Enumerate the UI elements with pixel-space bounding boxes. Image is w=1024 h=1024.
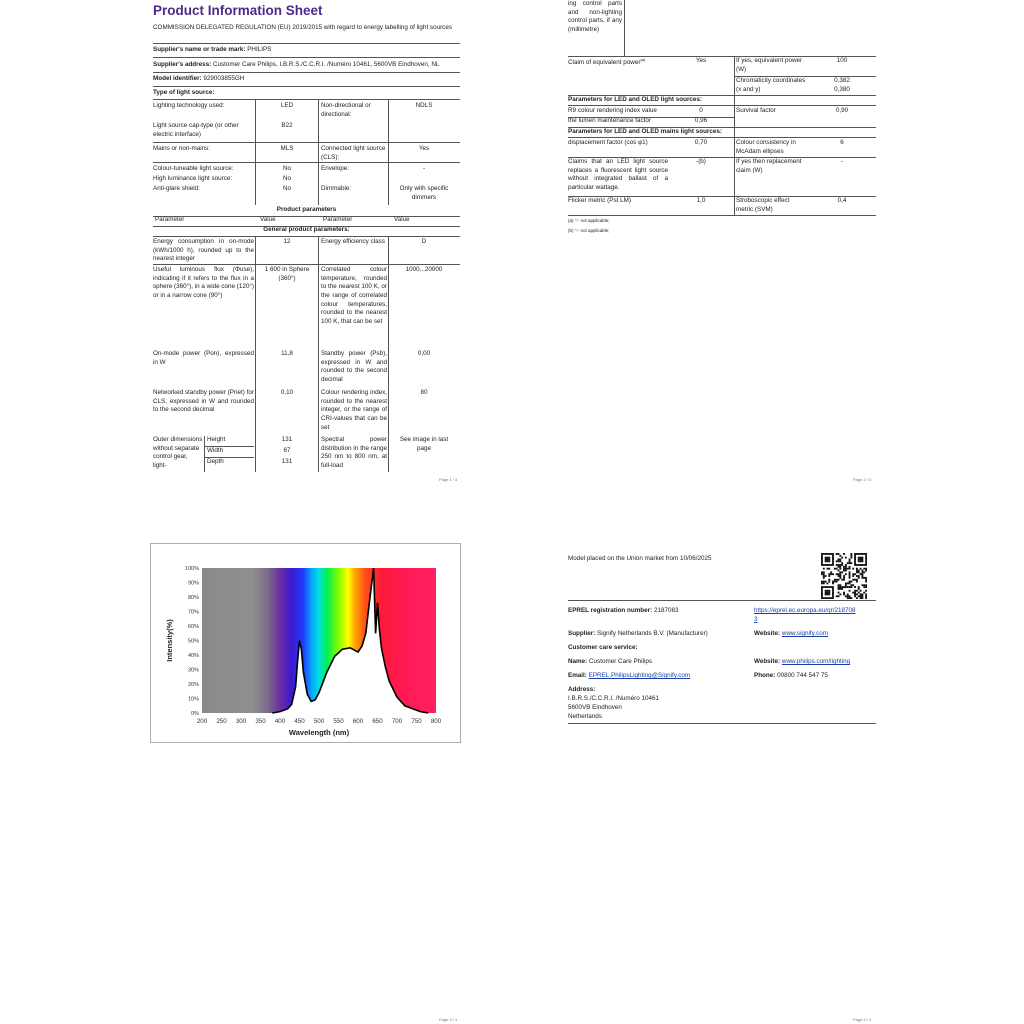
y-tick-label: 60% <box>187 624 199 630</box>
supplier-value: Signify Netherlands B.V. (Manufacturer) <box>597 630 708 637</box>
lumen-maintenance-label: the lumen maintenance factor <box>568 117 651 124</box>
type-row-4-param: Envelope: <box>321 165 350 172</box>
type-row-5-label: High luminance light source: <box>153 175 233 182</box>
email-link[interactable]: EPREL.PhilipsLighting@Signify.com <box>588 672 691 679</box>
model-identifier-value: 929003855GH <box>203 75 245 82</box>
dim-height-value: 131 <box>281 436 293 443</box>
y-axis-label: Intensity(%) <box>165 619 174 662</box>
equiv-power-claim-value: Yes <box>695 57 707 64</box>
x-tick-label: 400 <box>274 718 286 725</box>
type-row-3-param: Connected light source (CLS): <box>321 145 386 161</box>
replacement-claim-label: If yes then replacement claim (W) <box>736 158 802 174</box>
phone-value: 00800 744 547 75 <box>777 672 828 679</box>
param-1-param-value: D <box>421 238 427 245</box>
survival-factor-label: Survival factor <box>736 107 776 114</box>
r9-label: R9 colour rendering index value <box>568 107 657 114</box>
led-params-heading: Parameters for LED and OLED light sources: <box>568 96 703 103</box>
page-4 <box>512 512 1024 1024</box>
supplier-address-value: Customer Care Philips, I.B.R.S./C.C.R.I. /Numéro 10461, 5600VB Eindhoven, NL <box>212 61 440 68</box>
param-3-param-value: 0,00 <box>417 350 431 357</box>
param-3-value: 11,8 <box>281 350 293 357</box>
x-tick-label: 700 <box>391 718 403 725</box>
general-params-heading: General product parameters: <box>263 226 350 233</box>
x-tick-label: 750 <box>411 718 422 725</box>
y-tick-label: 100% <box>184 566 199 572</box>
x-tick-label: 500 <box>313 718 325 725</box>
type-row-2-value: B22 <box>281 122 293 129</box>
col-param-1: Parameter <box>155 216 185 223</box>
supplier-line <box>568 630 708 639</box>
param-1-value: 12 <box>283 238 291 245</box>
phone-line <box>754 672 828 681</box>
supplier-name-value: PHILIPS <box>247 46 272 53</box>
type-row-6-value: No <box>282 185 292 192</box>
x-tick-label: 200 <box>196 718 208 725</box>
market-date-text: Model placed on the Union market from 10/06/2025 <box>568 555 712 562</box>
equiv-power-label: If yes, equivalent power (W) <box>736 57 803 73</box>
type-row-1-value: LED <box>280 102 294 109</box>
y-tick-label: 0% <box>191 711 199 717</box>
type-row-2-label: Light source cap-type (or other electric interface) <box>153 122 239 138</box>
dim-width-value: 67 <box>283 447 291 454</box>
replacement-claim-value: - <box>840 158 844 165</box>
mains-params-heading: Parameters for LED and OLED mains light sources: <box>568 128 722 135</box>
dim-width-label: Width <box>207 447 224 454</box>
page-number: Page 3 / 4 <box>439 1017 458 1022</box>
supplier-name-label: Supplier's name or trade mark: <box>153 46 246 53</box>
address-line-2: 5600VB Eindhoven <box>568 704 622 711</box>
type-row-1-label: Lighting technology used: <box>153 102 225 109</box>
eprel-value: 2187083 <box>653 607 679 614</box>
col-value-1: Value <box>260 216 276 223</box>
page-1 <box>0 0 512 512</box>
fluorescent-claim-value: -(b) <box>696 158 706 165</box>
param-4-label: Networked standby power (Pnet) for CLS, expressed in W and rounded to the second decimal <box>153 389 254 414</box>
type-row-4-value: No <box>282 165 292 172</box>
dimensions-label: Outer dimensions without separate control gear, light- <box>153 436 203 470</box>
address-label: Address: <box>568 686 596 693</box>
equiv-power-claim-line <box>568 57 678 68</box>
supplier-address-line <box>153 61 462 70</box>
x-tick-label: 800 <box>430 718 442 725</box>
eprel-link[interactable]: https://eprel.ec.europa.eu/qr/2187083 <box>754 607 856 623</box>
website2-link[interactable]: www.philips.com/lighting <box>781 658 851 665</box>
product-params-heading: Product parameters <box>276 206 337 213</box>
type-heading: Type of light source: <box>153 89 215 96</box>
y-tick-label: 90% <box>187 580 199 587</box>
type-row-1-param: Non-directional or directional: <box>321 102 371 118</box>
page-3 <box>0 512 512 1024</box>
phone-label: Phone: <box>754 672 776 679</box>
displacement-factor-label: displacement factor (cos φ1) <box>568 139 648 146</box>
param-4-param-value: 80 <box>420 389 428 396</box>
colour-consistency-label: Colour consistency in McAdam ellipses <box>736 139 796 155</box>
type-row-6-label: Anti-glare shield: <box>153 185 200 192</box>
supplier-label: Supplier: <box>568 630 596 637</box>
y-tick-label: 20% <box>187 682 199 688</box>
equiv-power-value: 100 <box>836 57 848 64</box>
x-tick-label: 550 <box>333 718 344 725</box>
care-name-label: Name: <box>568 658 588 665</box>
param-4-value: 0,10 <box>280 389 294 396</box>
y-tick-label: 40% <box>187 653 199 659</box>
model-identifier-label: Model identifier: <box>153 75 202 82</box>
website-line <box>754 630 828 639</box>
spd-label: Spectral power distribution in the range 250 nm to 800 nm, at full-load <box>321 436 387 470</box>
x-tick-label: 600 <box>352 718 364 725</box>
col-value-2: Value <box>394 216 410 223</box>
type-row-6-param-value: Only with specific dimmers <box>399 185 449 201</box>
param-3-label: On-mode power (Pon), expressed in W <box>153 350 254 366</box>
email-line <box>568 672 690 681</box>
website-link[interactable]: www.signify.com <box>781 630 828 637</box>
r9-value: 0 <box>699 107 703 114</box>
param-4-param: Colour rendering index, rounded to the nearest integer, or the range of CRI-values that can be set <box>321 389 387 431</box>
chromaticity-value: 0,382 0,380 <box>834 77 850 93</box>
footnote-b: (b) '-': not applicable; <box>568 228 610 233</box>
address-line-1: I.B.R.S./C.C.R.I. /Numéro 10461 <box>568 695 659 702</box>
chromaticity-label: Chromaticity coordinates (x and y) <box>736 77 806 93</box>
y-tick-label: 10% <box>187 696 199 703</box>
param-2-value: 1 600 in Sphere (360°) <box>264 266 310 282</box>
x-tick-label: 350 <box>255 718 266 725</box>
displacement-factor-value: 0,70 <box>694 139 708 146</box>
address-line-3: Netherlands <box>568 713 602 720</box>
care-name-line <box>568 658 652 667</box>
fluorescent-claim-label: Claims that an LED light source replaces a fluorescent light source without integrated ballast of a particular wattage. <box>568 158 668 192</box>
type-row-3-value: MLS <box>280 145 294 152</box>
flicker-label: Flicker metric (Pst LM) <box>568 197 631 204</box>
page-number: Page 4 / 4 <box>853 1017 872 1022</box>
param-3-param: Standby power (Psb), expressed in W and rounded to the second decimal <box>321 350 387 384</box>
spd-value: See image in last page <box>399 436 449 452</box>
page-title: Product Information Sheet <box>153 3 323 18</box>
type-row-1-param-value: NDLS <box>415 102 433 109</box>
param-1-param: Energy efficiency class <box>321 238 385 245</box>
website2-line <box>754 658 850 667</box>
param-2-param: Correlated colour temperature, rounded to the nearest 100 K, or the range of correlated colour temperatures, rounded to the nearest 100 K, that can be set <box>321 266 387 326</box>
customer-care-heading: Customer care service: <box>568 644 638 651</box>
eprel-line <box>568 607 678 616</box>
website-label: Website: <box>754 630 781 637</box>
email-label: Email: <box>568 672 587 679</box>
regulation-text: COMMISSION DELEGATED REGULATION (EU) 2019/2015 with regard to energy labelling of light sources <box>153 24 452 31</box>
dim-depth-value: 131 <box>281 458 293 465</box>
page-number: Page 2 / 4 <box>853 477 872 482</box>
y-tick-label: 70% <box>187 609 199 616</box>
footnote-a-mark: (a) <box>640 57 646 62</box>
svm-value: 0,4 <box>837 197 847 204</box>
continued-text: ing control parts and non-lighting control parts, if any (millimetre) <box>568 0 622 34</box>
x-tick-label: 450 <box>294 718 305 725</box>
survival-factor-value: 0,90 <box>835 107 849 114</box>
type-row-5-value: No <box>282 175 292 182</box>
x-axis-label: Wavelength (nm) <box>288 728 350 737</box>
type-row-6-param: Dimmable: <box>321 185 352 192</box>
type-row-3-label: Mains or non-mains: <box>153 145 211 152</box>
eprel-label: EPREL registration number: <box>568 607 653 614</box>
x-tick-label: 650 <box>372 718 383 725</box>
qr-code-icon <box>821 553 867 599</box>
param-2-param-value: 1000...20000 <box>405 266 443 273</box>
equiv-power-claim-label: Claim of equivalent power <box>568 59 641 67</box>
col-param-2: Parameter <box>323 216 353 223</box>
y-tick-label: 30% <box>187 667 199 674</box>
care-name-value: Customer Care Philips <box>589 658 652 665</box>
type-row-3-param-value: Yes <box>418 145 430 152</box>
y-tick-label: 80% <box>187 595 199 601</box>
type-row-4-param-value: - <box>422 165 426 172</box>
dim-depth-label: Depth <box>207 458 224 465</box>
y-tick-label: 50% <box>187 638 199 645</box>
page-2 <box>512 0 1024 512</box>
supplier-name-line <box>153 46 460 55</box>
x-tick-label: 300 <box>235 718 247 725</box>
website2-label: Website: <box>754 658 781 665</box>
param-2-label: Useful luminous flux (Φuse), indicating if it refers to the flux in a sphere (360°), in a wide cone (120°) or in a narrow cone (90°) <box>153 266 254 300</box>
model-identifier-line <box>153 75 244 84</box>
spectral-power-chart <box>150 543 461 743</box>
param-1-label: Energy consumption in on-mode (kWh/1000 h), rounded up to the nearest integer <box>153 238 254 263</box>
dim-height-label: Height <box>207 436 226 443</box>
footnote-a: (a) '-': not applicable; <box>568 218 610 223</box>
supplier-address-label: Supplier's address: <box>153 61 212 68</box>
flicker-value: 1,0 <box>696 197 706 204</box>
type-row-4-label: Colour-tuneable light source: <box>153 165 234 172</box>
page-number: Page 1 / 4 <box>439 477 458 482</box>
x-tick-label: 250 <box>216 718 227 725</box>
svm-label: Stroboscopic effect metric (SVM) <box>736 197 790 213</box>
lumen-maintenance-value: 0,96 <box>694 117 708 124</box>
colour-consistency-value: 6 <box>840 139 844 146</box>
